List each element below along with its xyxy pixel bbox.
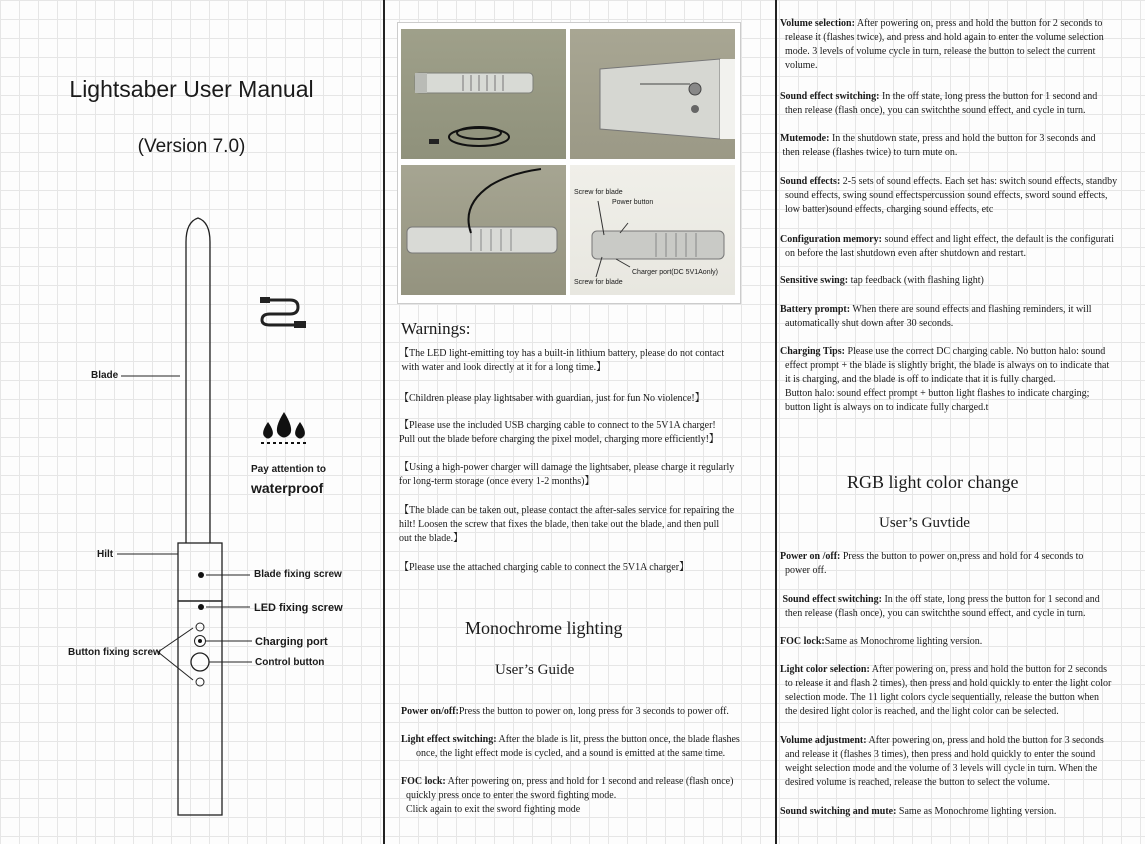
instruction-name: Light color selection: <box>780 664 870 675</box>
photo-label-screw-top: Screw for blade <box>574 189 623 196</box>
instruction-name: Volume adjustment: <box>780 735 867 746</box>
instruction-text: Press the button to power on, long press for 3 seconds to power off. <box>458 706 729 717</box>
instruction-text: hilt! Loosen the screw that fixes the blade, then take out the blade, and then pull <box>399 519 720 530</box>
instruction-text: After powering on, press and hold the button for 2 seconds <box>869 664 1107 675</box>
instruction-paragraph <box>780 175 1117 217</box>
instruction-text: After powering on, press and hold the button for 2 seconds to <box>854 18 1103 29</box>
charging-port-label: Charging port <box>255 636 328 648</box>
pay-attention-label: Pay attention to <box>251 464 327 475</box>
cover-column <box>0 0 383 844</box>
instruction-text: 【Please use the included USB charging cable to connect to the 5V1A charger! <box>399 420 716 431</box>
instruction-text: button light is always on to indicate fully charged.t <box>780 402 989 413</box>
instruction-name: Sound effect switching: <box>780 594 882 605</box>
button-screw-top <box>196 623 204 631</box>
instruction-text: Button halo: sound effect prompt + button light flashes to indicate charging; <box>780 388 1090 399</box>
instruction-text: 【Using a high-power charger will damage the lightsaber, please charge it regularly <box>399 462 735 473</box>
control-button-circle <box>191 653 209 671</box>
instruction-text: Please use the correct DC charging cable. No button halo: sound <box>844 346 1106 357</box>
instruction-paragraph <box>780 303 1092 331</box>
photo-label-power-button: Power button <box>612 199 654 206</box>
led-fixing-screw-dot <box>198 604 204 610</box>
instruction-paragraph <box>780 274 984 288</box>
instruction-paragraph <box>780 734 1104 790</box>
instruction-text: it is charging, and the blade is off to indicate that it is fully charged. <box>780 374 1056 385</box>
instruction-name: Charging Tips: <box>780 346 845 357</box>
instruction-paragraph <box>780 132 1096 160</box>
instruction-text: Same as Monochrome lighting version. <box>896 806 1057 817</box>
usb-cable-icon <box>258 294 310 328</box>
instruction-name: Volume selection: <box>780 18 855 29</box>
instruction-paragraph <box>399 504 734 546</box>
instruction-paragraph <box>780 550 1083 578</box>
water-drop-icon <box>259 408 309 446</box>
instruction-text: on before the last shutdown even after shutdown and restart. <box>780 248 1027 259</box>
instruction-paragraph <box>401 733 740 761</box>
instruction-text: for long-term storage (once every 1-2 months)】 <box>399 476 595 487</box>
instruction-name: Sound effect switching: <box>780 91 880 102</box>
instruction-text: 【Please use the attached charging cable to connect the 5V1A charger】 <box>399 562 690 573</box>
charging-port-dot <box>198 639 202 643</box>
instruction-name: Mutemode: <box>780 133 830 144</box>
instruction-text: mode. 3 levels of volume cycle in turn, release the button to select the current <box>780 46 1096 57</box>
instruction-text: then release (flash once), you can switchthe sound effect, and cycle in turn. <box>780 105 1086 116</box>
instruction-paragraph <box>780 663 1111 719</box>
instruction-text: 【Children please play lightsaber with guardian, just for fun No violence!】 <box>399 393 705 404</box>
instruction-text: sound effect and light effect, the default is the configurati <box>881 234 1114 245</box>
instruction-paragraph <box>780 345 1109 415</box>
hilt-upper <box>178 543 222 601</box>
instruction-paragraph <box>399 561 689 575</box>
instruction-text: After the blade is lit, press the button once, the blade flashes <box>496 734 740 745</box>
instruction-name: FOC lock: <box>401 776 446 787</box>
photo-grid <box>397 22 741 304</box>
instruction-text: Same as Monochrome lighting version. <box>824 636 983 647</box>
instruction-paragraph <box>780 593 1100 621</box>
instruction-name: Light effect switching: <box>401 734 497 745</box>
manual-title: Lightsaber User Manual <box>69 76 314 102</box>
instruction-name: Power on/off: <box>401 706 459 717</box>
instruction-text: In the off state, long press the button for 1 second and <box>879 91 1098 102</box>
instruction-name: Sound effects: <box>780 176 841 187</box>
instruction-text: volume. <box>780 60 818 71</box>
photo-label-screw-bottom: Screw for blade <box>574 279 623 286</box>
instruction-paragraph <box>780 233 1114 261</box>
manual-version: (Version 7.0) <box>137 136 246 157</box>
button-fixing-screw-label: Button fixing screw <box>68 647 161 658</box>
instruction-text: Click again to exit the sword fighting mode <box>401 804 581 815</box>
instruction-paragraph <box>780 17 1104 73</box>
instruction-text: to release it and flash 2 times), then press and hold quickly to enter the light color <box>780 678 1112 689</box>
instruction-name: Sensitive swing: <box>780 275 849 286</box>
instruction-paragraph <box>399 392 705 406</box>
instruction-name: Battery prompt: <box>780 304 851 315</box>
button-screw-leader-down <box>158 652 193 680</box>
mono-guide-title: User’s Guide <box>495 662 575 678</box>
led-fixing-screw-label: LED fixing screw <box>254 602 343 614</box>
photo-label-charger-port: Charger port(DC 5V1Aonly) <box>632 269 718 276</box>
instruction-text: out the blade.】 <box>399 533 464 544</box>
instruction-paragraph <box>780 805 1056 819</box>
instruction-paragraph <box>401 705 729 719</box>
button-screw-leader-up <box>158 628 193 652</box>
instruction-text: and release it (flashes 3 times), then press and hold quickly to enter the sound <box>780 749 1096 760</box>
instruction-paragraph <box>780 635 982 649</box>
instruction-text: sound effects, swing sound effectspercussion sound effects, sword sound effects, <box>780 190 1108 201</box>
waterproof-label: waterproof <box>251 480 324 496</box>
instruction-text: Press the button to power on,press and hold for 4 seconds to <box>840 551 1084 562</box>
instruction-paragraph <box>780 90 1097 118</box>
instruction-text: 【The LED light-emitting toy has a built-in lithium battery, please do not contact <box>399 348 725 359</box>
instruction-text: then release (flashes twice) to turn mute on. <box>780 147 958 158</box>
instruction-text: After powering on, press and hold the button for 3 seconds <box>866 735 1104 746</box>
instruction-paragraph <box>399 419 719 447</box>
instruction-name: Power on /off: <box>780 551 841 562</box>
photo-charging <box>401 165 566 295</box>
hilt-label: Hilt <box>97 549 114 560</box>
instruction-text: weight selection mode and the volume of 3 levels will cycle in turn. When the <box>780 763 1098 774</box>
instruction-text: In the shutdown state, press and hold the button for 3 seconds and <box>829 133 1096 144</box>
instruction-paragraph <box>399 461 734 489</box>
button-screw-bottom <box>196 678 204 686</box>
hilt-lower <box>178 601 222 815</box>
control-button-label: Control button <box>255 657 325 668</box>
instruction-text: tap feedback (with flashing light) <box>848 275 984 286</box>
photo-button-closeup <box>570 29 735 159</box>
instruction-paragraph <box>401 775 733 817</box>
photo-labelled-parts <box>570 165 735 295</box>
instruction-text: In the off state, long press the button for 1 second and <box>881 594 1100 605</box>
instruction-text: desired volume is reached, release the button to select the volume. <box>780 777 1050 788</box>
instruction-text: automatically shut down after 30 seconds. <box>780 318 954 329</box>
instruction-name: FOC lock: <box>780 636 825 647</box>
features-column <box>777 0 1145 844</box>
lightsaber-diagram <box>0 0 383 844</box>
mono-heading: Monochrome lighting <box>465 618 623 638</box>
rgb-guide-title: User’s Guvtide <box>879 515 970 531</box>
instruction-text: then release (flash once), you can switchthe sound effect, and cycle in turn. <box>780 608 1086 619</box>
warnings-column <box>385 0 775 844</box>
instruction-text: effect prompt + the blade is slightly bright, the blade is always on to indicate that <box>780 360 1110 371</box>
photo-hilt-and-cable <box>401 29 566 159</box>
blade-label: Blade <box>91 370 119 381</box>
blade-fixing-screw-label: Blade fixing screw <box>254 569 342 580</box>
instruction-text: power off. <box>780 565 827 576</box>
instruction-text: quickly press once to enter the sword fighting mode. <box>401 790 617 801</box>
instruction-text: Pull out the blade before charging the pixel model, charging more efficiently!】 <box>399 434 719 445</box>
instruction-text: After powering on, press and hold for 1 second and release (flash once) <box>445 776 734 787</box>
warnings-heading: Warnings: <box>401 319 471 338</box>
instruction-name: Configuration memory: <box>780 234 882 245</box>
instruction-text: the desired light color is reached, and the light color can be selected. <box>780 706 1059 717</box>
instruction-text: selection mode. The 11 light colors cycle sequentially, release the button when <box>780 692 1099 703</box>
instruction-name: Sound switching and mute: <box>780 806 897 817</box>
instruction-text: 2-5 sets of sound effects. Each set has: switch sound effects, standby <box>840 176 1118 187</box>
blade-outline <box>186 218 210 543</box>
instruction-text: low batter)sound effects, charging sound effects, etc <box>780 204 994 215</box>
rgb-heading: RGB light color change <box>847 472 1019 492</box>
instruction-text: When there are sound effects and flashing reminders, it will <box>850 304 1092 315</box>
blade-fixing-screw-dot <box>198 572 204 578</box>
instruction-text: release it (flashes twice), and press and hold again to enter the volume selection <box>780 32 1104 43</box>
instruction-text: 【The blade can be taken out, please contact the after-sales service for repairing the <box>399 505 735 516</box>
instruction-paragraph <box>399 347 724 375</box>
instruction-text: once, the light effect mode is cycled, and a sound is emitted at the same time. <box>401 748 726 759</box>
instruction-text: with water and look directly at it for a long time.】 <box>399 362 607 373</box>
